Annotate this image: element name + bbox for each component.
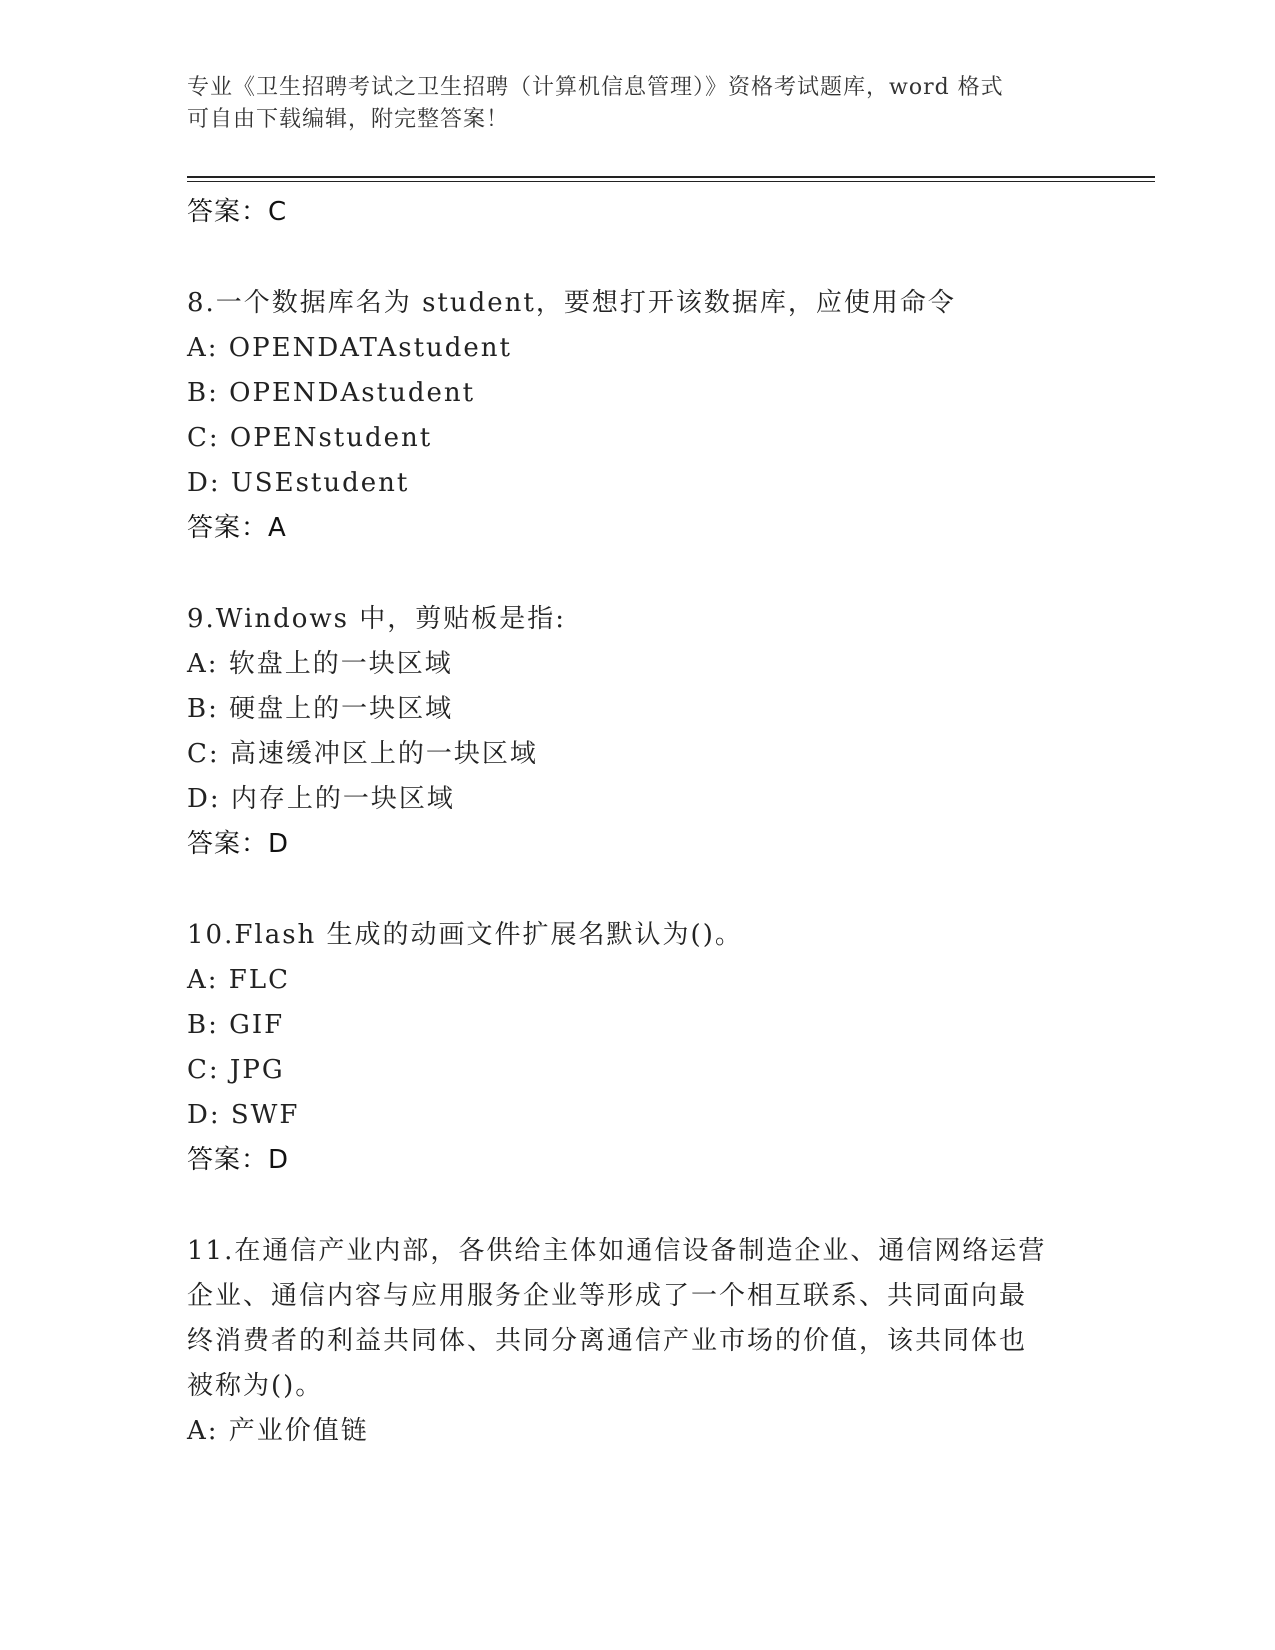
option-d: D: 内存上的一块区域 [187, 784, 455, 814]
option-a: A: 软盘上的一块区域 [187, 649, 453, 679]
option-b: B: OPENDAstudent [187, 378, 476, 408]
question-10 [187, 913, 1087, 1183]
header-divider-thin [187, 181, 1155, 182]
header-divider-thick [187, 176, 1155, 178]
answer-label: 答案：A [187, 513, 287, 543]
option-a: A: FLC [187, 965, 290, 995]
spacer [187, 551, 1087, 597]
document-header [187, 72, 1067, 136]
option-d: D: SWF [187, 1100, 300, 1130]
previous-answer: 答案：C [187, 197, 288, 227]
question-list [187, 190, 1087, 1454]
header-line-2: 可自由下载编辑，附完整答案！ [187, 107, 510, 132]
spacer [187, 867, 1087, 913]
option-c: C: JPG [187, 1055, 285, 1085]
question-stem-line-1: 11.在通信产业内部，各供给主体如通信设备制造企业、通信网络运营 [187, 1236, 1047, 1266]
option-b: B: GIF [187, 1010, 285, 1040]
answer-label: 答案：D [187, 829, 290, 859]
option-c: C: 高速缓冲区上的一块区域 [187, 739, 538, 769]
question-stem: 9.Windows 中，剪贴板是指: [187, 604, 567, 634]
question-9 [187, 597, 1087, 867]
header-line-1: 专业《卫生招聘考试之卫生招聘（计算机信息管理）》资格考试题库，word 格式 [187, 75, 1004, 100]
question-stem-line-3: 终消费者的利益共同体、共同分离通信产业市场的价值，该共同体也 [187, 1326, 1028, 1356]
spacer [187, 235, 1087, 281]
spacer [187, 1183, 1087, 1229]
option-a: A: 产业价值链 [187, 1416, 369, 1446]
answer-label: 答案：D [187, 1145, 290, 1175]
option-a: A: OPENDATAstudent [187, 333, 512, 363]
option-b: B: 硬盘上的一块区域 [187, 694, 454, 724]
question-stem: 10.Flash 生成的动画文件扩展名默认为()。 [187, 920, 743, 950]
question-11 [187, 1229, 1087, 1454]
question-stem: 8.一个数据库名为 student，要想打开该数据库，应使用命令 [187, 288, 956, 318]
question-stem-line-2: 企业、通信内容与应用服务企业等形成了一个相互联系、共同面向最 [187, 1281, 1028, 1311]
option-c: C: OPENstudent [187, 423, 433, 453]
question-stem-line-4: 被称为()。 [187, 1371, 324, 1401]
option-d: D: USEstudent [187, 468, 410, 498]
question-8 [187, 281, 1087, 551]
